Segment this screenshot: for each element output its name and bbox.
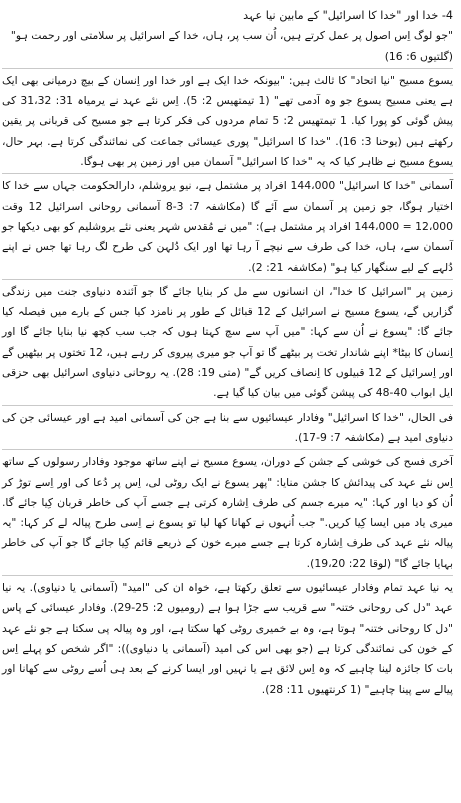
divider: [2, 173, 453, 174]
paragraph-passover: آخری فسح کی خوشی کے جشن کے دوران، یسوع مسیح نے اپنے ساتھ موجود وفادار رسولوں کے ساتھ اِس نئے عہد کی پیدائش کا جشن منایا: "پھر یسوع نے ایک روٹی لی، اِس پر دُعا کی اور اِسے توڑ کر اُن کو دیا اور کہا: "یہ میرے جسم کی طرف اِشارہ کرتی ہے جسے آپ کی خاطر قربان کِیا جائے گا. میری یاد میں ایسا کِیا کریں." جب اُنہوں نے کھانا کھا لیا تو یسوع نے اِسی طرح پیالہ لے کر کہا: "یہ پیالہ نئے عہد کی طرف اِشارہ کرتا ہے جسے میرے خون کے ذریعے قائم کِیا جائے گا جو آپ کی خاطر بہایا جائے گا" (لوقا 22: 19،20).: [2, 455, 453, 570]
section-heading: 4- خدا اور "خدا کا اسرائیل" کے مابین نیا عہد: [243, 9, 453, 22]
divider: [2, 68, 453, 69]
paragraph-earthly-israel: زمین پر "اسرائیل کا خدا"، ان انسانوں سے مل کر بنایا جائے گا جو آئندہ دنیاوی جنت میں زندگی گزاریں گے، یسوع مسیح نے اسرائیل کے 12 قبائل کے طور پر نامزد کیا جس کے بارے میں فیصلہ کیا جائے گا: "یسوع نے اُن سے کہا: "میں آپ سے سچ کہتا ہوں کہ جب سب کچھ نیا بنایا جائے گا اور اِنسان کا بیٹا* اپنے شاندار تخت پر بیٹھے گا تو آپ جو میری پیروی کر رہے ہیں، 12 تختوں پر بیٹھیں گے اور اِسرائیل کے 12 قبیلوں کا اِنصاف کریں گے" (متی 19: 28). یہ روحانی دنیاوی اسرائیل بھی حزقی ایل ابواب 40-48 کی پیشن گوئی میں بیان کیا گیا ہے.: [2, 284, 454, 400]
divider: [2, 279, 453, 280]
opening-quote: "جو لوگ اِس اصول پر عمل کرتے ہیں، اُن سب پر، ہاں، خدا کے اسرائیل پر سلامتی اور رحمت ہو": [10, 29, 453, 43]
divider: [2, 575, 453, 576]
divider: [2, 449, 453, 450]
paragraph-present: فی الحال، "خدا کا اسرائیل" وفادار عیسائیوں سے بنا ہے جن کی آسمانی امید ہے اور عیسائی جن کی دنیاوی امید ہے (مکاشفہ 7: 9-17).: [2, 410, 453, 444]
paragraph-mediator: یسوع مسیح "نیا اتحاد" کا ثالث ہیں: "بیونکہ خدا ایک ہے اور خدا اور اِنسان کے بیچ درمیانی بھی ایک ہے یعنی مسیح یسوع جو وہ آدمی تھے" (1 تیمتھیس 2: 5). اِس نئے عہد نے یرمیاہ 31: 31،32 کی پیش گوئی کو پورا کیا. 1 تیمتھیس 2: 5 تمام مردوں کی فکر کرتا ہے جو مسیح کی قربانی پر یقین رکھتے ہیں (یوحنا 3: 16). "خدا کا اسرائیل" پوری عیسائی جماعت کی نمائندگی کرتا ہے. بہر حال، یسوع مسیح نے ظاہر کیا کہ یہ "خدا کا اسرائیل" آسمان میں اور زمین پر بھی ہوگا.: [2, 73, 453, 169]
opening-reference: (گلتیوں 6: 16): [384, 49, 453, 63]
paragraph-heavenly-israel: آسمانی "خدا کا اسرائیل" 144،000 افراد پر مشتمل ہے، نیو یروشلم، دارالحکومت جہاں سے خدا کا اختیار ہوگا، جو زمین پر آسمان سے آئے گا (مکاشفہ 7: 3-8 آسمانی روحانی اسرائیل 12 وقت 12،000 = 144،000 افراد پر مشتمل ہے): "میں نے مُقدس شہر یعنی نئے یروشلیم کو بھی دیکھا جو آسمان سے، ہاں، خدا کی طرف سے نیچے آ رہا تھا اور ایک دُلہن کی طرح لگ رہا تھا جس نے اپنے دُلہے کے لیے سنگھار کیا ہو" (مکاشفہ 21: 2).: [2, 179, 453, 274]
paragraph-covenant: یہ نیا عہد تمام وفادار عیسائیوں سے تعلق رکھتا ہے، خواہ ان کی "امید" (آسمانی یا دنیاوی). یہ نیا عہد "دل کی روحانی ختنہ" سے قریب سے جڑا ہوا ہے (رومیوں 2: 25-29). وفادار عیسائی کے پاس "دل کا روحانی ختنہ" ہوتا ہے، وہ بے خمیری روٹی کھا سکتا ہے، اور وہ پیالہ پی سکتا ہے جو نئے عہد کے خون کی نمائندگی کرتا ہے (جو بھی اس کی امید (آسمانی یا دنیاوی)): "اگر شخص کو پہلے اِس بات کا جائزہ لینا چاہیے کہ وہ اِس لائق ہے یا نہیں اور ایسا کرنے کے بعد ہی اُسے روٹی سے کھانا اور پیالے سے پینا چاہیے" (1 کرنتھیوں 11: 28).: [2, 581, 453, 696]
divider: [2, 405, 453, 406]
